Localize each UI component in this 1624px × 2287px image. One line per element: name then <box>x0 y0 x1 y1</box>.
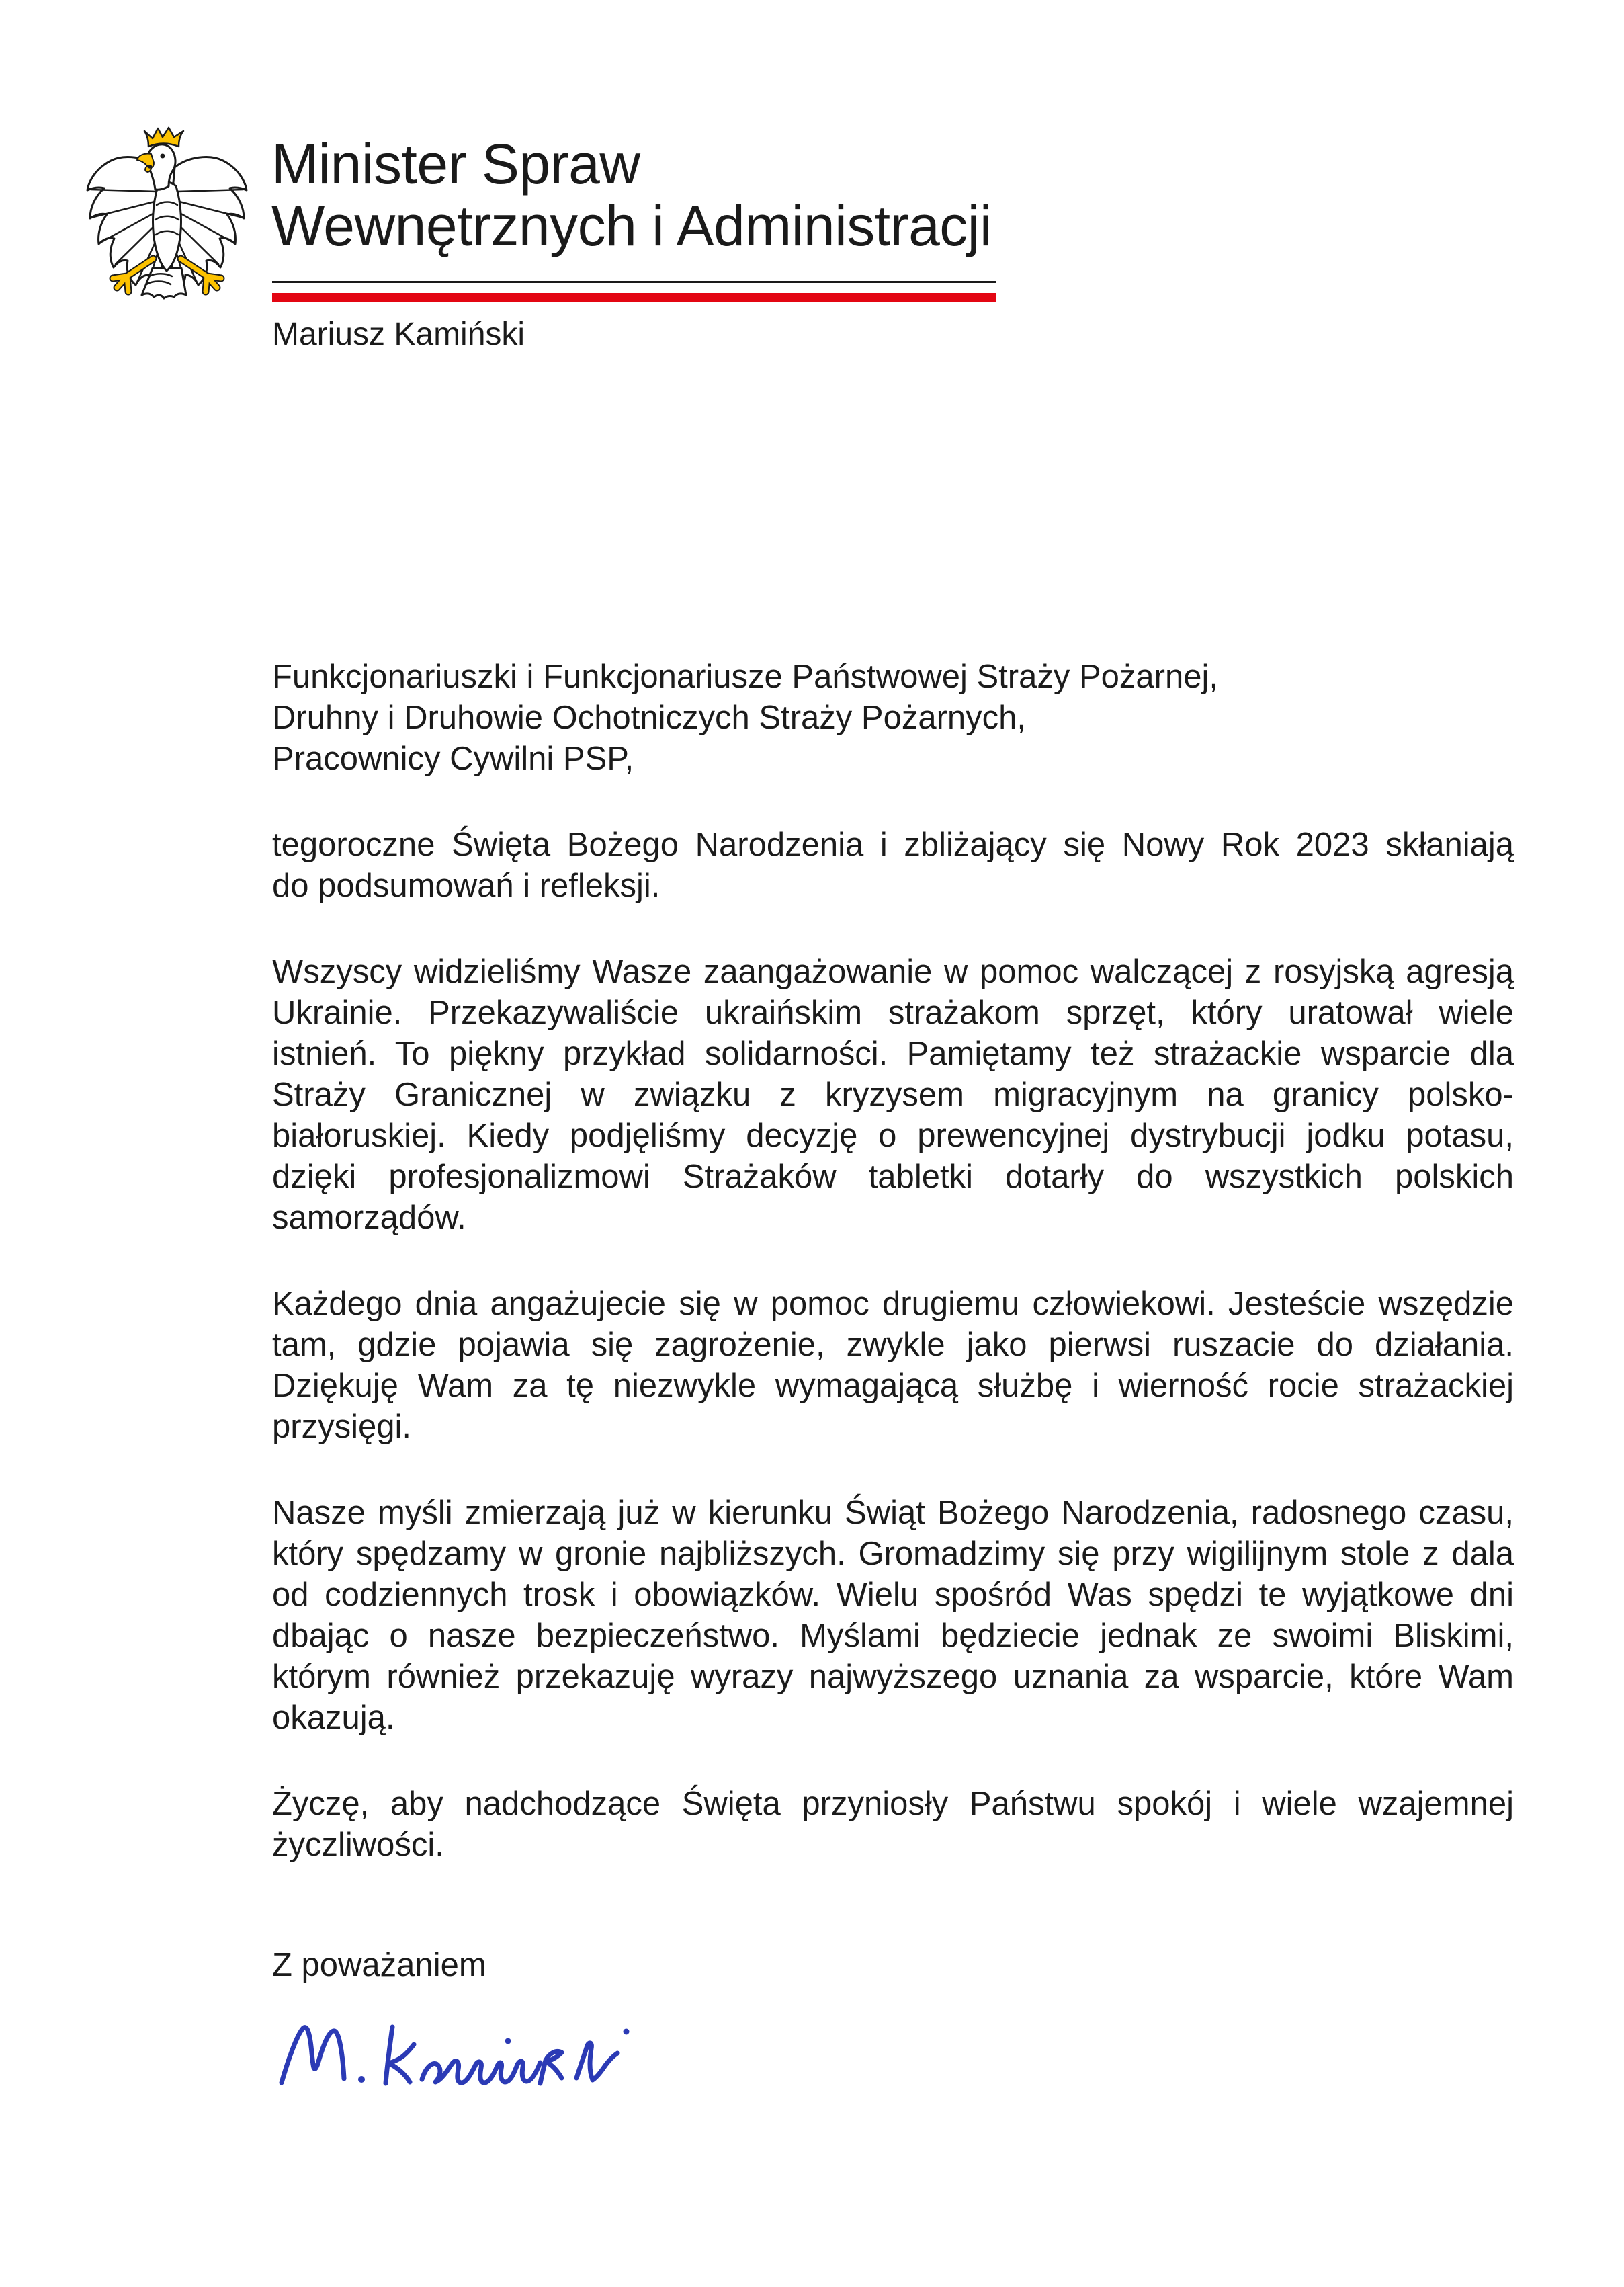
letter-body <box>272 657 1514 2088</box>
text-line: Druhny i Druhowie Ochotniczych Straży Pożarnych, <box>272 700 1026 736</box>
text-line: Funkcjonariuszki i Funkcjonariusze Państwowej Straży Pożarnej, <box>272 659 1218 695</box>
text-line: Dziękuję Wam za tę niezwykle wymagającą służbę i wierność rocie strażackiej <box>272 1368 1514 1404</box>
text-line: dbając o nasze bezpieczeństwo. Myślami będziecie jednak ze swoimi Bliskimi, <box>272 1618 1514 1654</box>
header-red-bar <box>272 293 996 302</box>
handwritten-signature <box>276 2021 639 2088</box>
ministry-title-line1: Minister Spraw <box>271 132 640 196</box>
text-line: od codziennych trosk i obowiązków. Wielu spośród Was spędzi te wyjątkowe dni <box>272 1577 1514 1613</box>
minister-name: Mariusz Kamiński <box>272 317 525 352</box>
text-line: tegoroczne Święta Bożego Narodzenia i zbliżający się Nowy Rok 2023 skłaniają <box>272 827 1514 863</box>
text-line: tam, gdzie pojawia się zagrożenie, zwykle jako pierwsi ruszacie do działania. <box>272 1327 1514 1363</box>
text-line: życzliwości. <box>272 1827 444 1863</box>
paragraph-daily-service <box>272 1284 1514 1448</box>
text-line: którym również przekazuję wyrazy najwyższego uznania za wsparcie, które Wam <box>272 1659 1514 1695</box>
letter-paragraphs <box>272 657 1514 1866</box>
paragraph-wishes <box>272 1784 1514 1866</box>
text-line: okazują. <box>272 1700 395 1736</box>
text-line: do podsumowań i refleksji. <box>272 868 660 904</box>
paragraph-salutation <box>272 657 1514 780</box>
ministry-title-line2: Wewnętrznych i Administracji <box>271 194 992 257</box>
paragraph-christmas <box>272 1493 1514 1739</box>
text-line: Wszyscy widzieliśmy Wasze zaangażowanie w pomoc walczącej z rosyjską agresją <box>272 954 1514 990</box>
text-line: samorządów. <box>272 1200 466 1236</box>
text-line: dzięki profesjonalizmowi Strażaków tabletki dotarły do wszystkich polskich <box>272 1159 1514 1195</box>
text-line: Nasze myśli zmierzają już w kierunku Świąt Bożego Narodzenia, radosnego czasu, <box>272 1495 1514 1531</box>
text-line: białoruskiej. Kiedy podjęliśmy decyzję o prewencyjnej dystrybucji jodku potasu, <box>272 1118 1514 1154</box>
text-line: Ukrainie. Przekazywaliście ukraińskim strażakom sprzęt, który uratował wiele <box>272 995 1514 1031</box>
text-line: Każdego dnia angażujecie się w pomoc drugiemu człowiekowi. Jesteście wszędzie <box>272 1286 1514 1322</box>
text-line: przysięgi. <box>272 1409 411 1445</box>
text-line: Pracownicy Cywilni PSP, <box>272 741 634 777</box>
paragraph-ukraine-support <box>272 952 1514 1239</box>
text-line: Życzę, aby nadchodzące Święta przyniosły Państwu spokój i wiele wzajemnej <box>272 1786 1514 1822</box>
ministry-title <box>271 133 992 257</box>
text-line: Straży Granicznej w związku z kryzysem migracyjnym na granicy polsko- <box>272 1077 1514 1113</box>
paragraph-intro <box>272 825 1514 907</box>
coat-of-arms-eagle-icon <box>84 126 250 302</box>
text-line: który spędzamy w gronie najbliższych. Gromadzimy się przy wigilijnym stole z dala <box>272 1536 1514 1572</box>
text-line: istnień. To piękny przykład solidarności. Pamiętamy też strażackie wsparcie dla <box>272 1036 1514 1072</box>
closing-phrase: Z poważaniem <box>272 1947 486 1983</box>
header-rule <box>272 281 996 283</box>
